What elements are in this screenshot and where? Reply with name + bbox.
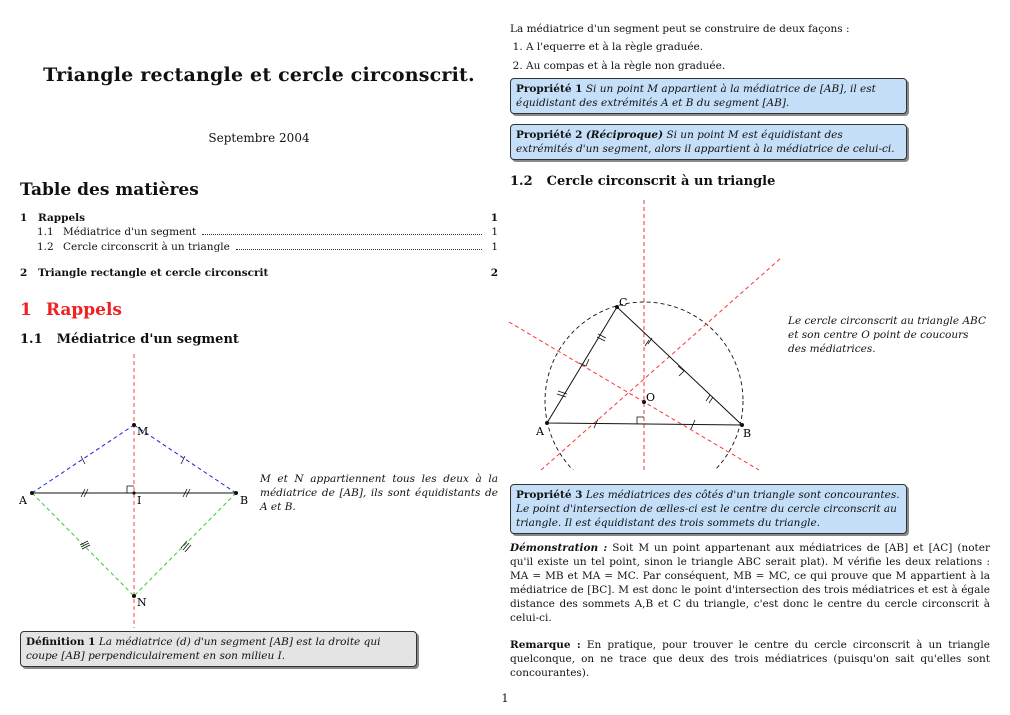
list-item: 1. A l'equerre et à la règle graduée. (526, 40, 1000, 54)
property2-text: Si un point M est équidistant des extrémités d'un segment, alors il appartient à la médiatrice de celui-ci. (516, 129, 895, 155)
definition-text: La médiatrice (d) d'un segment [AB] est la droite qui coupe [AB] perpendiculairement en son milieu I. (26, 636, 381, 662)
point-a (30, 491, 34, 495)
toc-entry-cercle[interactable] (20, 241, 498, 253)
toc-entry-page: 1 (491, 226, 498, 238)
definition-box (20, 631, 417, 667)
property2-box (510, 124, 907, 160)
section-title: Rappels (45, 300, 122, 320)
property1-label: Propriété 1 (516, 83, 583, 95)
remark-label: Remarque : (510, 639, 581, 651)
toc-entry-triangle-rectangle[interactable] (20, 267, 498, 279)
toc-leader-dots (202, 226, 482, 235)
document-date: Septembre 2004 (208, 131, 310, 145)
point-n (132, 594, 136, 598)
property2-label: Propriété 2 (516, 129, 583, 141)
bisector-bc (509, 322, 759, 470)
point-i (132, 491, 135, 494)
label-c: C (619, 296, 628, 309)
toc-entry-page: 2 (490, 267, 498, 279)
property1-box (510, 78, 907, 114)
toc-entry-number: 1.1 (37, 226, 54, 238)
figure2-caption: Le cercle circonscrit au triangle ABC et son centre O point de coucours des médiatrices. (788, 315, 986, 355)
toc-entry-page: 1 (491, 241, 498, 253)
segment-nb (134, 493, 236, 596)
methods-list (510, 40, 1000, 73)
subsection-number: 1.2 (510, 174, 533, 189)
label-m: M (137, 425, 149, 438)
toc-heading: Table des matières (20, 180, 199, 200)
toc-entry-page: 1 (490, 212, 498, 224)
document-title: Triangle rectangle et cercle circonscrit. (43, 64, 475, 86)
label-n: N (137, 596, 147, 609)
triangle-abc (547, 307, 742, 425)
figure1-caption: M et N appartiennent tous les deux à la médiatrice de [AB], ils sont équidistants de A et B. (260, 473, 498, 513)
label-i: I (137, 494, 142, 507)
figure-cercle-circonscrit (505, 198, 785, 476)
remark-paragraph (510, 638, 990, 680)
label-o: O (646, 391, 656, 404)
definition-label: Définition 1 (26, 636, 96, 648)
toc-entry-label: Triangle rectangle et cercle circonscrit (38, 267, 269, 279)
subsection-number: 1.1 (20, 332, 43, 347)
point-m (132, 423, 136, 427)
intro-paragraph (510, 22, 1000, 73)
toc-entry-number: 1.2 (37, 241, 54, 253)
toc-entry-label: Médiatrice d'un segment (63, 226, 197, 238)
property3-label: Propriété 3 (516, 489, 583, 501)
property2-tag: (Réciproque) (585, 129, 664, 141)
point-b (234, 491, 238, 495)
section-heading-rappels (20, 300, 122, 320)
tick-marks (80, 456, 191, 552)
label-b: B (240, 494, 249, 507)
subsection-title: Cercle circonscrit à un triangle (546, 174, 776, 189)
toc-entry-mediatrice[interactable] (20, 226, 498, 238)
figure-mediatrice (15, 352, 255, 630)
property3-box (510, 484, 907, 534)
right-angle-marks (579, 359, 684, 424)
toc-leader-dots (236, 241, 482, 250)
property3-text: Les médiatrices des côtés d'un triangle sont concourantes. Le point d'intersection de œlles-ci est le centre du cercle circonscrit au triangle. Il est équidistant des trois sommets du triangle. (516, 489, 900, 529)
remark-text: En pratique, pour trouver le centre du cercle circonscrit à un triangle quelconque, on ne trace que deux des trois médiatrices (puisqu'on sait qu'elles sont concourantes). (510, 639, 990, 679)
demonstration-paragraph (510, 541, 990, 625)
tick-marks (557, 334, 713, 429)
demonstration-label: Démonstration : (510, 542, 608, 554)
toc-entry-label: Cercle circonscrit à un triangle (63, 241, 230, 253)
segment-na (32, 493, 134, 596)
label-b: B (743, 427, 752, 440)
subsection-heading-cercle (510, 174, 775, 189)
section-number: 1 (20, 300, 32, 320)
demonstration-text: Soit M un point appartenant aux médiatrices de [AB] et [AC] (noter qu'il existe un tel point, sinon le triangle ABC serait plat). M vérifie les deux relations : MA = MB et MA = MC. Par conséquent, MB = MC, ce qui prouve que M appartient à la médiatrice de [BC]. M est donc le point d'intersection des trois médiatrices et est à égale distance des sommets A,B et C du triangle, c'est donc le centre du cercle circonscrit à celui-ci. (510, 542, 990, 624)
toc-entry-label: Rappels (38, 212, 86, 224)
point-a (545, 421, 549, 425)
subsection-heading-mediatrice (20, 332, 239, 347)
segment-mb (134, 425, 236, 493)
property1-text: Si un point M appartient à la médiatrice de [AB], il est équidistant des extrémités A et B du segment [AB]. (516, 83, 876, 109)
subsection-title: Médiatrice d'un segment (56, 332, 239, 347)
segment-ma (32, 425, 134, 493)
label-a: A (19, 494, 27, 507)
toc-entry-rappels[interactable] (20, 212, 498, 224)
label-a: A (536, 425, 544, 438)
list-item: 2. Au compas et à la règle non graduée. (526, 59, 1000, 73)
toc-entry-number: 1 (20, 212, 28, 224)
intro-text: La médiatrice d'un segment peut se construire de deux façons : (510, 23, 850, 35)
page-number: 1 (501, 692, 509, 705)
toc-entry-number: 2 (20, 267, 28, 279)
